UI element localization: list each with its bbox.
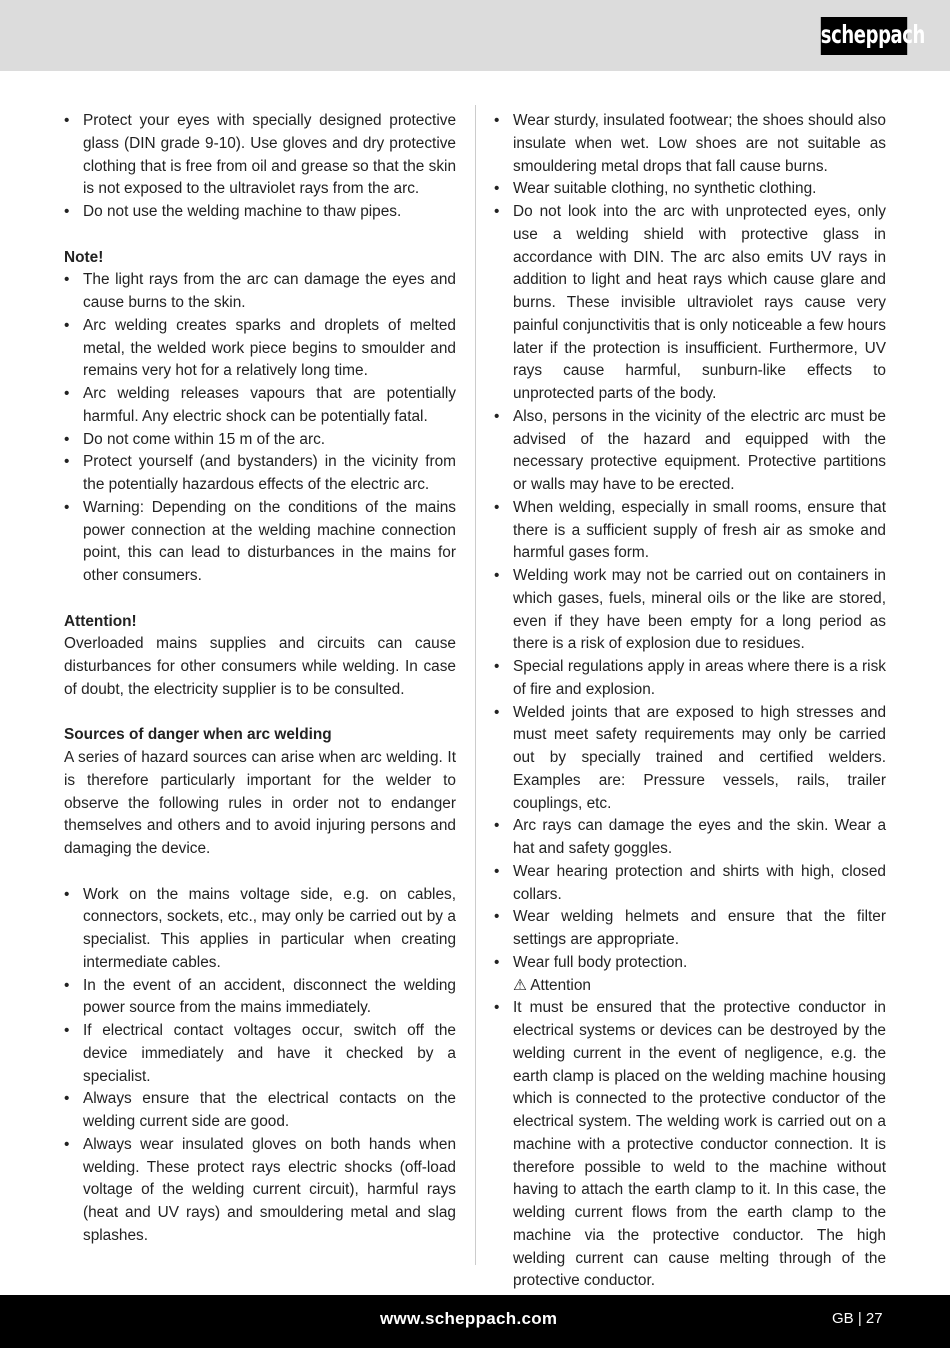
list-item: • Wear welding helmets and ensure that the filter settings are appropriate. <box>494 906 886 952</box>
list-item: • The light rays from the arc can damage the eyes and cause burns to the skin. <box>64 269 456 315</box>
sources-heading: Sources of danger when arc welding <box>64 726 332 744</box>
list-item: • Protect yourself (and bystanders) in the vicinity from the potentially hazardous effects of the electric arc. <box>64 451 456 497</box>
page-footer <box>0 1295 950 1348</box>
list-item: • Arc welding releases vapours that are potentially harmful. Any electric shock can be potentially fatal. <box>64 383 456 429</box>
list-item: • Welded joints that are exposed to high stresses and must meet safety requirements may only be carried out by specially trained and certified welders. Examples are: Pressure vessels, rails, trailer couplings, etc. <box>494 702 886 816</box>
list-item: • In the event of an accident, disconnect the welding power source from the mains immediately. <box>64 975 456 1021</box>
scheppach-logo: scheppach <box>821 17 907 55</box>
attention-warning-label: ⚠ Attention <box>513 976 591 994</box>
list-item: • Wear full body protection. <box>494 952 886 975</box>
list-item: • Always wear insulated gloves on both hands when welding. These protect rays electric shocks (off-load voltage of the welding current circuit), harmful rays (heat and UV rays) and smouldering metal and slag splashes. <box>64 1134 456 1248</box>
bullet-list <box>64 110 456 224</box>
list-item: • Wear hearing protection and shirts with high, closed collars. <box>494 861 886 907</box>
bullet-list <box>64 884 456 1248</box>
list-item: • Protect your eyes with specially designed protective glass (DIN grade 9-10). Use gloves and dry protective clothing that is free from oil and grease so that the skin is not exposed to the ultraviolet rays from the arc. <box>64 110 456 201</box>
list-item: • Warning: Depending on the conditions of the mains power connection at the welding machine connection point, this can lead to disturbances in the mains for other consumers. <box>64 497 456 588</box>
list-item: • Always ensure that the electrical contacts on the welding current side are good. <box>64 1088 456 1134</box>
list-item: • Also, persons in the vicinity of the electric arc must be advised of the hazard and equipped with the necessary protective equipment. Protective partitions or walls may have to be erected. <box>494 406 886 497</box>
list-item: • Arc welding creates sparks and droplets of melted metal, the welded work piece begins to smoulder and remains very hot for a relatively long time. <box>64 315 456 383</box>
list-item: • Work on the mains voltage side, e.g. on cables, connectors, sockets, etc., may only be carried out by a specialist. This applies in particular when creating intermediate cables. <box>64 884 456 975</box>
page-number: GB | 27 <box>832 1310 883 1327</box>
list-item: • Welding work may not be carried out on containers in which gases, fuels, mineral oils or the like are stored, even if they have been empty for a long period as there is a risk of explosion due to residues. <box>494 565 886 656</box>
list-item: • Wear suitable clothing, no synthetic clothing. <box>494 178 886 201</box>
sources-text: A series of hazard sources can arise when arc welding. It is therefore particularly important for the welder to observe the following rules in order not to endanger themselves and others and to avoid injuring persons and damaging the device. <box>64 749 456 857</box>
list-item: • Arc rays can damage the eyes and the skin. Wear a hat and safety goggles. <box>494 815 886 861</box>
right-column <box>494 110 886 1293</box>
list-item: • Special regulations apply in areas where there is a risk of fire and explosion. <box>494 656 886 702</box>
page-header <box>0 0 950 71</box>
website-link[interactable]: www.scheppach.com <box>380 1309 558 1328</box>
list-item: • Do not use the welding machine to thaw pipes. <box>64 201 456 224</box>
attention-text: Overloaded mains supplies and circuits can cause disturbances for other consumers while welding. In case of doubt, the electricity supplier is to be consulted. <box>64 635 456 698</box>
list-item: • Do not look into the arc with unprotected eyes, only use a welding shield with protective glass in accordance with DIN. The arc also emits UV rays in addition to light and heat rays which cause glare and burns. These invisible ultraviolet rays cause very painful conjunctivitis that is only noticeable a few hours later if the protection is insufficient. Furthermore, UV rays cause harmful, sunburn-like effects to unprotected parts of the body. <box>494 201 886 406</box>
list-item: • It must be ensured that the protective conductor in electrical systems or devices can be destroyed by the welding current in the event of negligence, e.g. the earth clamp is placed on the welding machine housing which is connected to the protective conductor of the electrical system. The welding work is carried out on a machine with a protective conductor connection. It is therefore possible to weld to the machine without having to attach the earth clamp to it. In this case, the welding current flows from the earth clamp to the machine via the protective conductor. The high welding current can cause melting through of the protective conductor. <box>494 997 886 1293</box>
list-item: • When welding, especially in small rooms, ensure that there is a sufficient supply of fresh air as smoke and harmful gases form. <box>494 497 886 565</box>
left-column <box>64 110 456 1248</box>
list-item: • Wear sturdy, insulated footwear; the shoes should also insulate when wet. Low shoes are not suitable as smouldering metal drops that fall cause burns. <box>494 110 886 178</box>
note-list <box>64 269 456 588</box>
bullet-list <box>494 110 886 1293</box>
list-item: • Do not come within 15 m of the arc. <box>64 429 456 452</box>
note-heading: Note! <box>64 248 104 266</box>
list-item: • If electrical contact voltages occur, switch off the device immediately and have it checked by a specialist. <box>64 1020 456 1088</box>
column-divider <box>475 105 476 1265</box>
attention-heading: Attention! <box>64 612 137 630</box>
